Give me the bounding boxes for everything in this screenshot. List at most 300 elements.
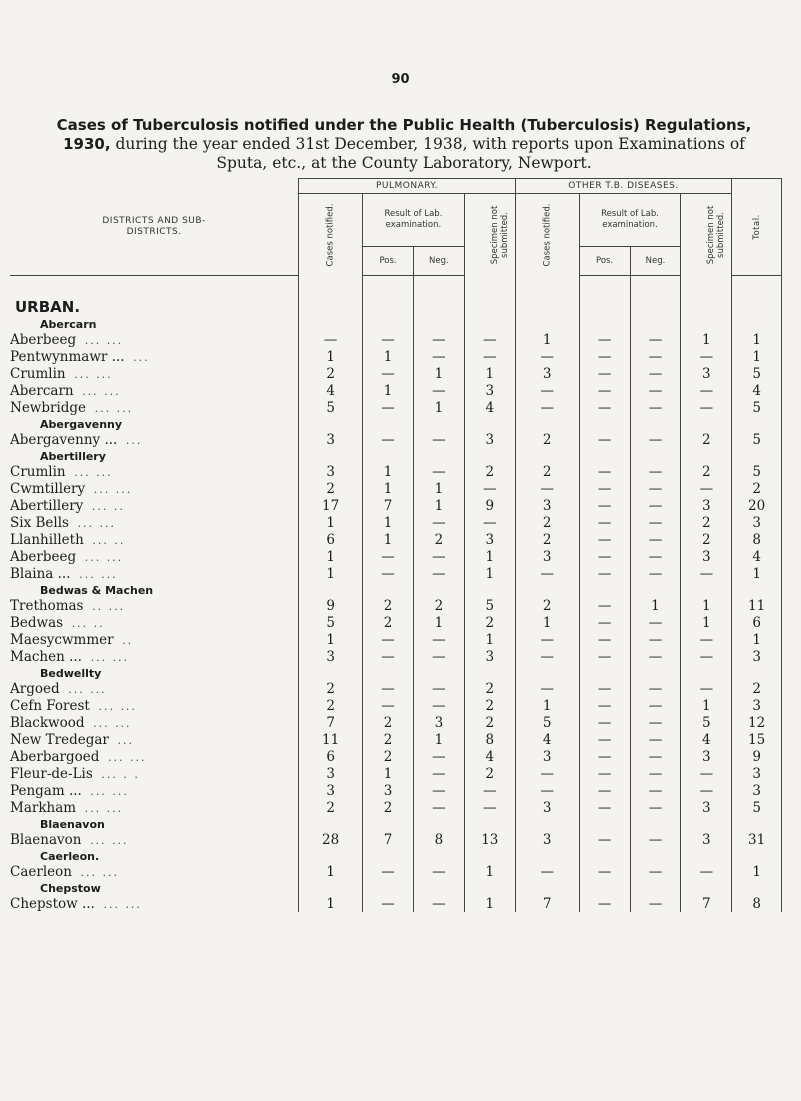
district-name: Blaenavon ... ... xyxy=(10,831,299,848)
region-heading: Blaenavon xyxy=(10,816,299,831)
pulmonary-pos-cell: 2 xyxy=(363,748,414,765)
other-specimen-cell: 3 xyxy=(681,365,732,382)
page-title xyxy=(44,116,764,173)
pulmonary-cases-cell: 2 xyxy=(299,680,363,697)
other-specimen-cell: 3 xyxy=(681,831,732,848)
pulmonary-neg-cell: — xyxy=(413,382,464,399)
other-specimen-cell: — xyxy=(681,631,732,648)
pulmonary-pos-cell: 1 xyxy=(363,480,414,497)
total-cell: 31 xyxy=(732,831,782,848)
pulmonary-neg-cell: — xyxy=(413,799,464,816)
other-neg-cell: — xyxy=(630,648,681,665)
other-pos-cell: — xyxy=(579,863,630,880)
pulmonary-neg-cell: — xyxy=(413,782,464,799)
pulmonary-neg-cell: — xyxy=(413,348,464,365)
other-pos-cell: — xyxy=(579,463,630,480)
pulmonary-cases-cell: 1 xyxy=(299,895,363,912)
district-name: Six Bells ... ... xyxy=(10,514,299,531)
pulmonary-cases-cell: 2 xyxy=(299,480,363,497)
leader-dots: ... ... xyxy=(74,465,113,479)
pulmonary-pos-cell: — xyxy=(363,895,414,912)
district-name: Llanhilleth ... .. xyxy=(10,531,299,548)
pulmonary-specimen-cell: 9 xyxy=(464,497,515,514)
other-cases-cell: 1 xyxy=(515,614,579,631)
pulmonary-cases-cell: 1 xyxy=(299,348,363,365)
total-cell: 8 xyxy=(732,531,782,548)
pulmonary-specimen-cell: 2 xyxy=(464,614,515,631)
pulmonary-specimen-cell: 1 xyxy=(464,631,515,648)
pulmonary-pos-cell: — xyxy=(363,680,414,697)
other-neg-cell: — xyxy=(630,497,681,514)
leader-dots: ... ... xyxy=(77,516,117,530)
other-pos-cell: — xyxy=(579,431,630,448)
pulmonary-neg-cell: 8 xyxy=(413,831,464,848)
other-pos-cell: — xyxy=(579,714,630,731)
leader-dots: ... ... xyxy=(93,716,132,730)
pulmonary-cases-cell: — xyxy=(299,331,363,348)
table-row xyxy=(10,463,782,480)
other-cases-cell: 3 xyxy=(515,799,579,816)
other-cases-cell: — xyxy=(515,863,579,880)
table-row xyxy=(10,514,782,531)
pulmonary-specimen-cell: — xyxy=(464,480,515,497)
other-specimen-cell: — xyxy=(681,863,732,880)
leader-dots: ... ... xyxy=(90,833,129,847)
other-neg-cell: — xyxy=(630,331,681,348)
pulmonary-specimen-cell: 13 xyxy=(464,831,515,848)
district-name: Argoed ... ... xyxy=(10,680,299,697)
pulmonary-specimen-cell: 2 xyxy=(464,697,515,714)
other-specimen-cell: — xyxy=(681,565,732,582)
other-neg-cell: — xyxy=(630,631,681,648)
district-name: Markham ... ... xyxy=(10,799,299,816)
pulmonary-neg-cell: — xyxy=(413,863,464,880)
other-specimen-cell: — xyxy=(681,680,732,697)
region-heading: Abercarn xyxy=(10,316,299,331)
other-pos-cell: — xyxy=(579,497,630,514)
other-cases-cell: 2 xyxy=(515,597,579,614)
pulmonary-pos-cell: 2 xyxy=(363,799,414,816)
district-name: Trethomas .. ... xyxy=(10,597,299,614)
pulmonary-specimen-cell: 2 xyxy=(464,714,515,731)
table-row xyxy=(10,648,782,665)
other-pos-cell: — xyxy=(579,765,630,782)
leader-dots: ... ... xyxy=(84,550,124,564)
pulmonary-specimen-cell: — xyxy=(464,348,515,365)
other-cases-cell: — xyxy=(515,348,579,365)
other-cases-notified-header: Cases notified. xyxy=(515,194,579,276)
table-row xyxy=(10,480,782,497)
total-cell: 1 xyxy=(732,348,782,365)
district-name: Machen ... ... ... xyxy=(10,648,299,665)
pulmonary-cases-cell: 6 xyxy=(299,531,363,548)
table-row xyxy=(10,714,782,731)
total-cell: 3 xyxy=(732,782,782,799)
total-cell: 5 xyxy=(732,431,782,448)
pulmonary-pos-cell: 1 xyxy=(363,463,414,480)
table-row xyxy=(10,782,782,799)
other-cases-cell: 5 xyxy=(515,714,579,731)
other-cases-cell: — xyxy=(515,765,579,782)
leader-dots: ... xyxy=(133,350,150,364)
pulmonary-pos-cell: — xyxy=(363,548,414,565)
leader-dots: ... ... xyxy=(74,367,113,381)
section-label: URBAN. xyxy=(10,296,299,316)
region-heading: Bedwellty xyxy=(10,665,299,680)
districts-header: DISTRICTS AND SUB-DISTRICTS. xyxy=(10,179,299,276)
other-neg-cell: — xyxy=(630,531,681,548)
other-pos-cell: — xyxy=(579,382,630,399)
pulmonary-cases-cell: 28 xyxy=(299,831,363,848)
total-cell: 4 xyxy=(732,548,782,565)
table-row xyxy=(10,863,782,880)
pulmonary-pos-cell: — xyxy=(363,565,414,582)
pulmonary-cases-cell: 1 xyxy=(299,514,363,531)
total-cell: 11 xyxy=(732,597,782,614)
other-pos-cell: — xyxy=(579,514,630,531)
pulmonary-neg-cell: — xyxy=(413,463,464,480)
pulmonary-neg-cell: — xyxy=(413,895,464,912)
region-heading: Chepstow xyxy=(10,880,299,895)
other-pos-cell: — xyxy=(579,831,630,848)
pulmonary-specimen-cell: — xyxy=(464,331,515,348)
other-neg-cell: — xyxy=(630,680,681,697)
other-specimen-cell: 1 xyxy=(681,597,732,614)
region-heading: Bedwas & Machen xyxy=(10,582,299,597)
pulmonary-specimen-cell: 1 xyxy=(464,565,515,582)
other-neg-cell: — xyxy=(630,548,681,565)
pulmonary-neg-cell: 1 xyxy=(413,399,464,416)
leader-dots: ... ... xyxy=(68,682,107,696)
total-cell: 6 xyxy=(732,614,782,631)
other-specimen-cell: — xyxy=(681,348,732,365)
pulmonary-cases-cell: 3 xyxy=(299,782,363,799)
pulmonary-cases-cell: 1 xyxy=(299,631,363,648)
other-pos-cell: — xyxy=(579,348,630,365)
other-neg-cell: — xyxy=(630,895,681,912)
other-neg-cell: — xyxy=(630,365,681,382)
pulmonary-specimen-cell: 1 xyxy=(464,895,515,912)
total-cell: 2 xyxy=(732,480,782,497)
other-neg-cell: — xyxy=(630,765,681,782)
other-cases-cell: — xyxy=(515,648,579,665)
other-specimen-cell: 1 xyxy=(681,331,732,348)
other-neg-cell: — xyxy=(630,614,681,631)
table-row xyxy=(10,748,782,765)
other-specimen-cell: 2 xyxy=(681,514,732,531)
other-cases-cell: — xyxy=(515,565,579,582)
table-row xyxy=(10,765,782,782)
other-neg-cell: — xyxy=(630,748,681,765)
other-specimen-cell: 2 xyxy=(681,531,732,548)
pulmonary-result-header: Result of Lab. examination. xyxy=(363,194,465,247)
pulmonary-specimen-cell: 2 xyxy=(464,680,515,697)
pulmonary-cases-cell: 3 xyxy=(299,648,363,665)
leader-dots: ... ... xyxy=(84,333,124,347)
other-specimen-cell: — xyxy=(681,399,732,416)
pulmonary-cases-cell: 1 xyxy=(299,565,363,582)
other-pos-cell: — xyxy=(579,895,630,912)
district-name: Aberbargoed ... ... xyxy=(10,748,299,765)
table-row xyxy=(10,799,782,816)
region-heading: Abertillery xyxy=(10,448,299,463)
total-cell: 1 xyxy=(732,331,782,348)
table-row xyxy=(10,531,782,548)
other-specimen-cell: 3 xyxy=(681,799,732,816)
district-name: Abertillery ... .. xyxy=(10,497,299,514)
other-pos-cell: — xyxy=(579,365,630,382)
table-row xyxy=(10,895,782,912)
pulmonary-pos-cell: 1 xyxy=(363,382,414,399)
other-pos-cell: — xyxy=(579,731,630,748)
table-row xyxy=(10,382,782,399)
other-specimen-cell: 2 xyxy=(681,463,732,480)
table-row xyxy=(10,399,782,416)
leader-dots: ... ... xyxy=(98,699,137,713)
pulmonary-neg-cell: 3 xyxy=(413,714,464,731)
other-cases-cell: 2 xyxy=(515,463,579,480)
leader-dots: ... ... xyxy=(80,865,120,879)
pulmonary-pos-cell: 7 xyxy=(363,831,414,848)
other-cases-cell: 7 xyxy=(515,895,579,912)
pulmonary-pos-cell: — xyxy=(363,399,414,416)
other-pos-cell: — xyxy=(579,531,630,548)
other-specimen-cell: — xyxy=(681,480,732,497)
pulmonary-neg-cell: 2 xyxy=(413,531,464,548)
pulmonary-cases-cell: 3 xyxy=(299,431,363,448)
pulmonary-header: PULMONARY. xyxy=(299,179,516,194)
pulmonary-cases-cell: 7 xyxy=(299,714,363,731)
district-name: Abergavenny ... ... xyxy=(10,431,299,448)
other-specimen-cell: 5 xyxy=(681,714,732,731)
leader-dots: ... ... xyxy=(84,801,124,815)
table-row xyxy=(10,348,782,365)
district-name: Crumlin ... ... xyxy=(10,365,299,382)
table-row xyxy=(10,565,782,582)
pulmonary-specimen-cell: 4 xyxy=(464,748,515,765)
other-neg-cell: — xyxy=(630,782,681,799)
other-specimen-cell: 1 xyxy=(681,697,732,714)
other-neg-cell: — xyxy=(630,863,681,880)
leader-dots: .. ... xyxy=(92,599,126,613)
total-cell: 2 xyxy=(732,680,782,697)
table-row xyxy=(10,631,782,648)
other-cases-cell: 4 xyxy=(515,731,579,748)
total-cell: 12 xyxy=(732,714,782,731)
district-name: Aberbeeg ... ... xyxy=(10,548,299,565)
table-row xyxy=(10,680,782,697)
district-name: Blackwood ... ... xyxy=(10,714,299,731)
district-name: Maesycwmmer .. xyxy=(10,631,299,648)
pulmonary-pos-cell: 7 xyxy=(363,497,414,514)
total-cell: 1 xyxy=(732,631,782,648)
leader-dots: .. xyxy=(122,633,134,647)
pulmonary-cases-cell: 2 xyxy=(299,697,363,714)
pulmonary-pos-cell: 2 xyxy=(363,714,414,731)
other-cases-cell: 2 xyxy=(515,431,579,448)
other-neg-header: Neg. xyxy=(630,247,681,276)
other-specimen-cell: 4 xyxy=(681,731,732,748)
total-cell: 3 xyxy=(732,648,782,665)
pulmonary-specimen-cell: 3 xyxy=(464,531,515,548)
total-cell: 4 xyxy=(732,382,782,399)
pulmonary-specimen-header: Specimen not submitted. xyxy=(464,194,515,276)
other-pos-cell: — xyxy=(579,748,630,765)
table-row xyxy=(10,697,782,714)
other-cases-cell: 1 xyxy=(515,331,579,348)
other-pos-cell: — xyxy=(579,565,630,582)
pulmonary-neg-cell: — xyxy=(413,631,464,648)
pulmonary-pos-cell: 2 xyxy=(363,597,414,614)
pulmonary-pos-cell: 2 xyxy=(363,614,414,631)
other-result-header: Result of Lab. examination. xyxy=(579,194,681,247)
pulmonary-pos-cell: — xyxy=(363,431,414,448)
pulmonary-specimen-cell: — xyxy=(464,782,515,799)
district-name: Newbridge ... ... xyxy=(10,399,299,416)
pulmonary-neg-cell: — xyxy=(413,680,464,697)
pulmonary-cases-cell: 2 xyxy=(299,365,363,382)
pulmonary-specimen-cell: 2 xyxy=(464,463,515,480)
district-name: Bedwas ... .. xyxy=(10,614,299,631)
total-cell: 5 xyxy=(732,399,782,416)
leader-dots: ... ... xyxy=(90,784,129,798)
pulmonary-cases-cell: 4 xyxy=(299,382,363,399)
other-pos-cell: — xyxy=(579,399,630,416)
table-row xyxy=(10,731,782,748)
pulmonary-cases-cell: 17 xyxy=(299,497,363,514)
other-tb-header: OTHER T.B. DISEASES. xyxy=(515,179,732,194)
district-name: Chepstow ... ... ... xyxy=(10,895,299,912)
pulmonary-cases-cell: 1 xyxy=(299,548,363,565)
pulmonary-pos-cell: 2 xyxy=(363,731,414,748)
leader-dots: ... .. xyxy=(92,533,126,547)
district-name: Aberbeeg ... ... xyxy=(10,331,299,348)
leader-dots: ... ... xyxy=(93,482,133,496)
other-specimen-cell: 3 xyxy=(681,748,732,765)
table-row xyxy=(10,331,782,348)
other-neg-cell: — xyxy=(630,697,681,714)
district-name: New Tredegar ... xyxy=(10,731,299,748)
total-cell: 20 xyxy=(732,497,782,514)
pulmonary-neg-cell: — xyxy=(413,514,464,531)
total-cell: 1 xyxy=(732,565,782,582)
other-neg-cell: — xyxy=(630,831,681,848)
pulmonary-pos-cell: — xyxy=(363,863,414,880)
other-cases-cell: 3 xyxy=(515,748,579,765)
district-name: Caerleon ... ... xyxy=(10,863,299,880)
leader-dots: ... ... xyxy=(79,567,118,581)
pulmonary-cases-cell: 11 xyxy=(299,731,363,748)
other-pos-cell: — xyxy=(579,548,630,565)
district-name: Cwmtillery ... ... xyxy=(10,480,299,497)
pulmonary-pos-cell: — xyxy=(363,331,414,348)
other-cases-cell: 3 xyxy=(515,548,579,565)
pulmonary-pos-cell: 1 xyxy=(363,531,414,548)
total-cell: 3 xyxy=(732,697,782,714)
pulmonary-pos-cell: 1 xyxy=(363,348,414,365)
pulmonary-specimen-cell: 3 xyxy=(464,382,515,399)
pulmonary-neg-cell: — xyxy=(413,565,464,582)
table-row xyxy=(10,597,782,614)
total-cell: 15 xyxy=(732,731,782,748)
pulmonary-specimen-cell: 2 xyxy=(464,765,515,782)
pulmonary-pos-cell: — xyxy=(363,631,414,648)
pulmonary-pos-cell: — xyxy=(363,697,414,714)
table-row xyxy=(10,548,782,565)
pulmonary-cases-notified-header: Cases notified. xyxy=(299,194,363,276)
pulmonary-cases-cell: 2 xyxy=(299,799,363,816)
other-cases-cell: — xyxy=(515,631,579,648)
pulmonary-specimen-cell: 5 xyxy=(464,597,515,614)
pulmonary-neg-cell: 1 xyxy=(413,365,464,382)
other-specimen-cell: 3 xyxy=(681,548,732,565)
tuberculosis-table xyxy=(10,178,782,912)
pulmonary-neg-header: Neg. xyxy=(413,247,464,276)
total-cell: 1 xyxy=(732,863,782,880)
pulmonary-neg-cell: 1 xyxy=(413,731,464,748)
pulmonary-pos-cell: 1 xyxy=(363,514,414,531)
leader-dots: ... ... xyxy=(107,750,147,764)
pulmonary-cases-cell: 6 xyxy=(299,748,363,765)
pulmonary-specimen-cell: 3 xyxy=(464,648,515,665)
total-cell: 5 xyxy=(732,799,782,816)
pulmonary-neg-cell: — xyxy=(413,765,464,782)
other-specimen-cell: 7 xyxy=(681,895,732,912)
other-pos-cell: — xyxy=(579,631,630,648)
pulmonary-specimen-cell: — xyxy=(464,799,515,816)
region-heading: Caerleon. xyxy=(10,848,299,863)
other-pos-header: Pos. xyxy=(579,247,630,276)
other-neg-cell: — xyxy=(630,714,681,731)
other-cases-cell: — xyxy=(515,399,579,416)
other-specimen-cell: 2 xyxy=(681,431,732,448)
other-pos-cell: — xyxy=(579,697,630,714)
pulmonary-neg-cell: — xyxy=(413,331,464,348)
other-neg-cell: — xyxy=(630,799,681,816)
pulmonary-neg-cell: 1 xyxy=(413,614,464,631)
total-header: Total. xyxy=(732,179,782,276)
other-cases-cell: — xyxy=(515,480,579,497)
pulmonary-pos-cell: 1 xyxy=(363,765,414,782)
pulmonary-cases-cell: 3 xyxy=(299,765,363,782)
pulmonary-neg-cell: — xyxy=(413,431,464,448)
total-cell: 8 xyxy=(732,895,782,912)
pulmonary-cases-cell: 1 xyxy=(299,863,363,880)
other-cases-cell: 3 xyxy=(515,831,579,848)
region-heading: Abergavenny xyxy=(10,416,299,431)
leader-dots: ... xyxy=(117,733,134,747)
other-cases-cell: — xyxy=(515,680,579,697)
pulmonary-cases-cell: 5 xyxy=(299,399,363,416)
other-pos-cell: — xyxy=(579,480,630,497)
district-name: Blaina ... ... ... xyxy=(10,565,299,582)
other-neg-cell: — xyxy=(630,382,681,399)
district-name: Abercarn ... ... xyxy=(10,382,299,399)
leader-dots: ... . . xyxy=(101,767,140,781)
other-pos-cell: — xyxy=(579,782,630,799)
other-pos-cell: — xyxy=(579,331,630,348)
pulmonary-cases-cell: 5 xyxy=(299,614,363,631)
pulmonary-pos-cell: 3 xyxy=(363,782,414,799)
other-neg-cell: — xyxy=(630,565,681,582)
pulmonary-pos-cell: — xyxy=(363,648,414,665)
other-specimen-cell: — xyxy=(681,648,732,665)
district-name: Pengam ... ... ... xyxy=(10,782,299,799)
leader-dots: ... .. xyxy=(71,616,105,630)
other-pos-cell: — xyxy=(579,799,630,816)
leader-dots: ... ... xyxy=(94,401,134,415)
other-cases-cell: — xyxy=(515,382,579,399)
